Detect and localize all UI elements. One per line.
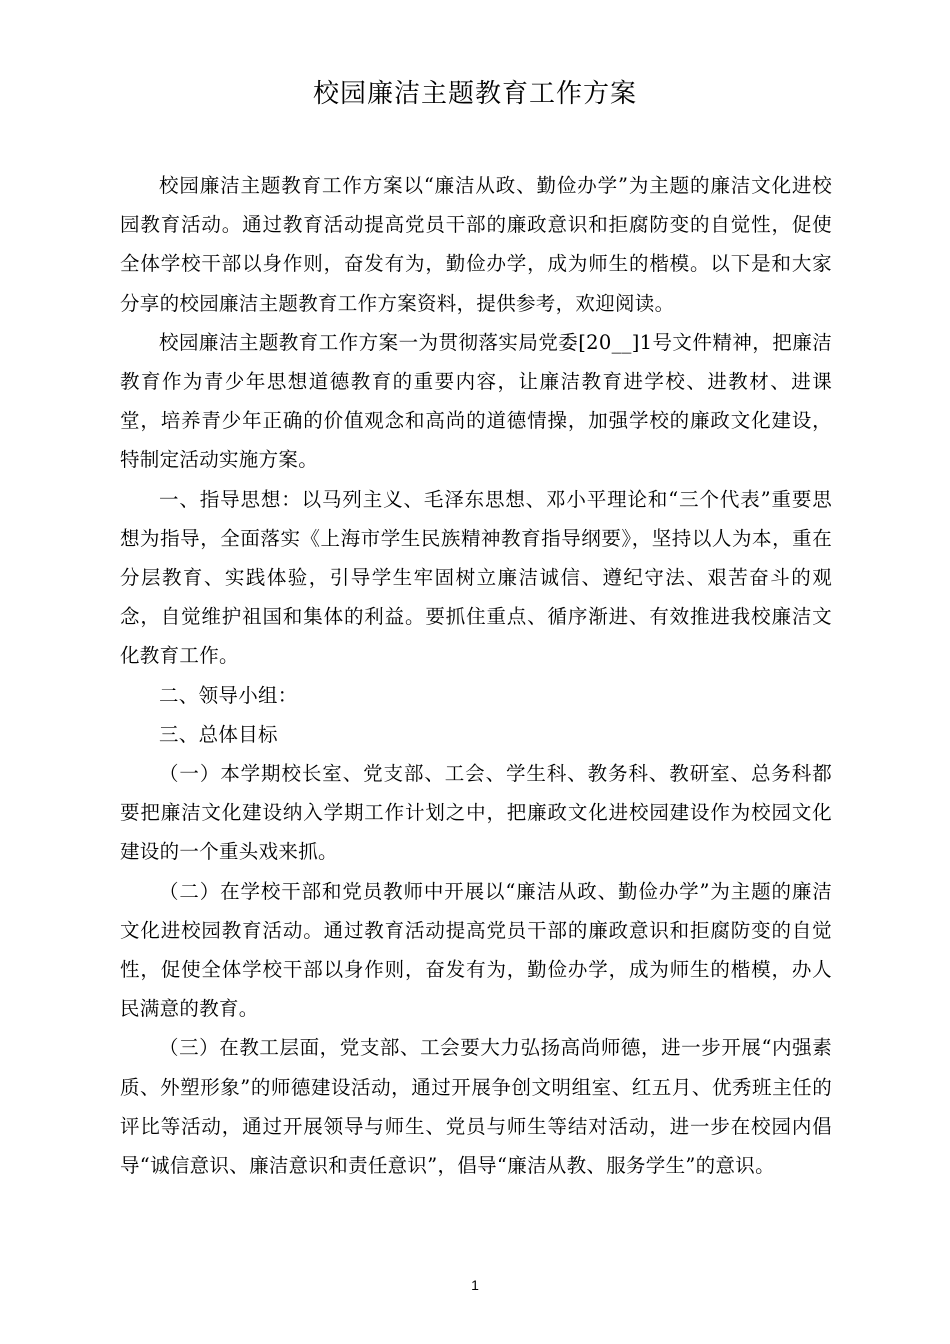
document-title: 校园廉洁主题教育工作方案 xyxy=(312,79,637,109)
goal-item-3: （三）在教工层面，党支部、工会要大力弘扬高尚师德，进一步开展“内强素质、外塑形象”的师德建设活动，通过开展争创文明组室、红五月、优秀班主任的评比等活动，通过开展领导与师生、党员与师生等结对活动，进一步在校园内倡导“诚信意识、廉洁意识和责任意识”，倡导“廉洁从教、服务学生”的意识。 xyxy=(120,1036,832,1178)
leadership-group-heading: 二、领导小组： xyxy=(159,683,298,707)
goal-item-1: （一）本学期校长室、党支部、工会、学生科、教务科、教研室、总务科都要把廉洁文化建设纳入学期工作计划之中，把廉政文化进校园建设作为校园文化建设的一个重头戏来抓。 xyxy=(120,762,832,864)
overall-goals-heading: 三、总体目标 xyxy=(159,722,278,746)
guiding-ideology-paragraph: 一、指导思想：以马列主义、毛泽东思想、邓小平理论和“三个代表”重要思想为指导，全面落实《上海市学生民族精神教育指导纲要》，坚持以人为本，重在分层教育、实践体验，引导学生牢固树立廉洁诚信、遵纪守法、艰苦奋斗的观念，自觉维护祖国和集体的利益。要抓住重点、循序渐进、有效推进我校廉洁文化教育工作。 xyxy=(120,487,832,668)
purpose-paragraph: 校园廉洁主题教育工作方案一为贯彻落实局党委[20__]1号文件精神，把廉洁教育作为青少年思想道德教育的重要内容，让廉洁教育进学校、进教材、进课堂，培养青少年正确的价值观念和高尚的道德情操，加强学校的廉政文化建设，特制定活动实施方案。 xyxy=(120,330,832,472)
intro-paragraph: 校园廉洁主题教育工作方案以“廉洁从政、勤俭办学”为主题的廉洁文化进校园教育活动。通过教育活动提高党员干部的廉政意识和拒腐防变的自觉性，促使全体学校干部以身作则，奋发有为，勤俭办学，成为师生的楷模。以下是和大家分享的校园廉洁主题教育工作方案资料，提供参考，欢迎阅读。 xyxy=(120,174,832,315)
document-body xyxy=(120,166,832,1185)
goal-item-2: （二）在学校干部和党员教师中开展以“廉洁从政、勤俭办学”为主题的廉洁文化进校园教育活动。通过教育活动提高党员干部的廉政意识和拒腐防变的自觉性，促使全体学校干部以身作则，奋发有为，勤俭办学，成为师生的楷模，办人民满意的教育。 xyxy=(120,879,832,1021)
page-number: 1 xyxy=(471,1277,479,1293)
